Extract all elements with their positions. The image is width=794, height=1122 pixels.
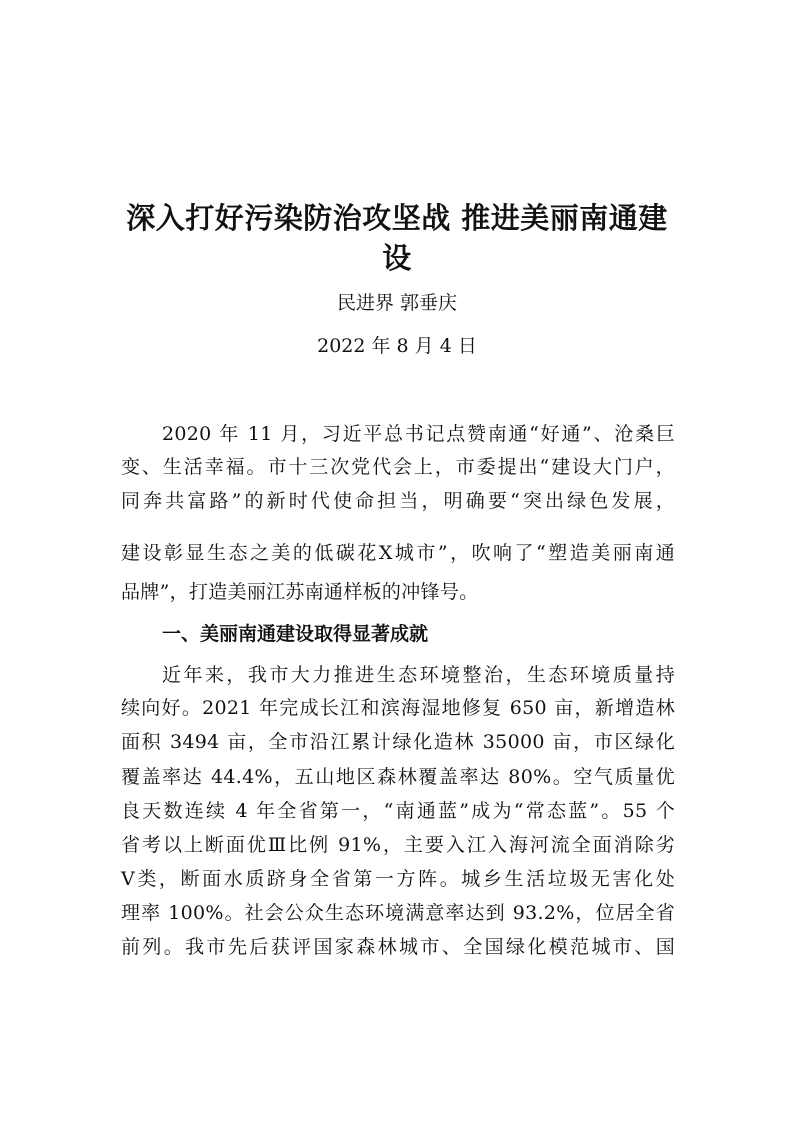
paragraph-2-line-2: 续向好。2021 年完成长江和滨海湿地修复 650 亩，新增造林 [121,697,675,719]
paragraph-2-line-7: Ⅴ类，断面水质跻身全省第一方阵。城乡生活垃圾无害化处 [121,868,675,890]
paragraph-1-line-3: 同奔共富路”的新时代使命担当，明确要“突出绿色发展， [121,490,675,512]
section-heading-1: 一、美丽南通建设取得显著成就 [162,623,429,645]
paragraph-2-line-8: 理率 100%。社会公众生态环境满意率达到 93.2%，位居全省 [121,902,675,924]
title-line-1: 深入打好污染防治攻坚战 推进美丽南通建 [126,201,668,235]
title-line-2: 设 [382,241,412,275]
date-line: 2022 年 8 月 4 日 [317,335,477,357]
paragraph-1-line-5: 品牌”，打造美丽江苏南通样板的冲锋号。 [121,581,479,603]
paragraph-2-line-1: 近年来，我市大力推进生态环境整治，生态环境质量持 [162,664,675,686]
author-line: 民进界 郭垂庆 [336,292,458,314]
paragraph-2-line-5: 良天数连续 4 年全省第一，“南通蓝”成为“常态蓝”。55 个 [121,800,675,822]
paragraph-1-line-1: 2020 年 11 月，习近平总书记点赞南通“好通”、沧桑巨 [162,423,675,445]
paragraph-2-line-3: 面积 3494 亩，全市沿江累计绿化造林 35000 亩，市区绿化 [121,731,675,753]
paragraph-1-line-4: 建设彰显生态之美的低碳花X城市”，吹响了“塑造美丽南通 [121,542,675,564]
paragraph-2-line-9: 前列。我市先后获评国家森林城市、全国绿化模范城市、国 [121,936,675,958]
paragraph-1-line-2: 变、生活幸福。市十三次党代会上，市委提出“建设大门户， [121,456,675,478]
paragraph-2-line-6: 省考以上断面优Ⅲ比例 91%，主要入江入海河流全面消除劣 [121,834,675,856]
paragraph-2-line-4: 覆盖率达 44.4%，五山地区森林覆盖率达 80%。空气质量优 [121,766,675,788]
